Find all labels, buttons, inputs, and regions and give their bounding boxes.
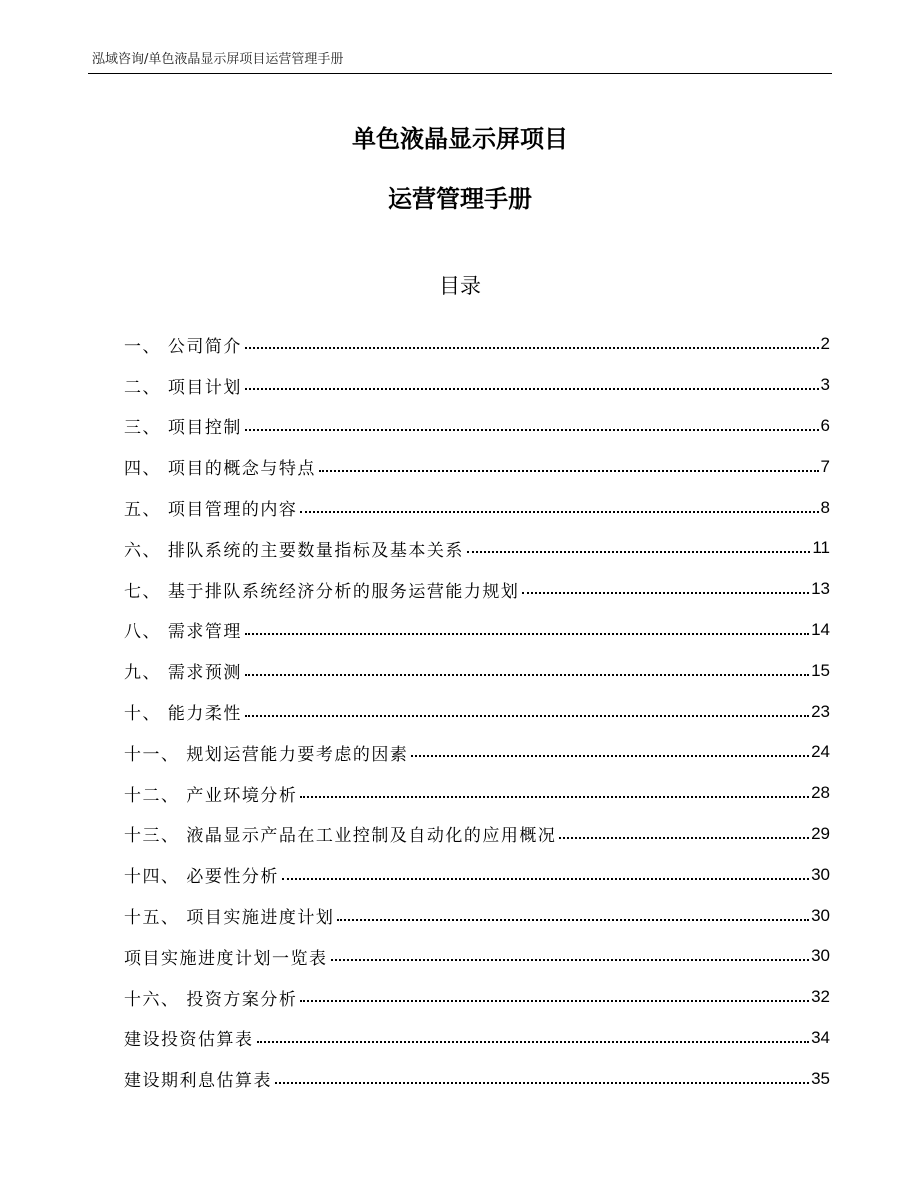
toc-dot-leader (337, 919, 809, 921)
toc-entry-label: 二、 项目计划 (124, 377, 242, 398)
toc-dot-leader (245, 715, 809, 717)
toc-page-number: 32 (811, 987, 830, 1007)
toc-page-number: 7 (820, 456, 830, 476)
toc-entry[interactable] (124, 1018, 830, 1059)
toc-dot-leader (300, 511, 818, 513)
toc-page-number: 34 (811, 1027, 830, 1047)
toc-entry-label: 九、 需求预测 (124, 663, 242, 684)
toc-entry[interactable] (124, 854, 830, 895)
toc-dot-leader (411, 755, 809, 757)
toc-entry-label: 十六、 投资方案分析 (124, 989, 298, 1010)
toc-entry[interactable] (124, 610, 830, 651)
toc-entry[interactable] (124, 406, 830, 447)
toc-entry[interactable] (124, 487, 830, 528)
toc-entry-label: 十四、 必要性分析 (124, 867, 279, 888)
header-divider (88, 73, 832, 74)
toc-entry[interactable] (124, 732, 830, 773)
toc-dot-leader (282, 878, 809, 880)
toc-page-number: 3 (820, 375, 830, 395)
toc-page-number: 11 (812, 538, 830, 558)
running-header: 泓域咨询/单色液晶显示屏项目运营管理手册 (92, 52, 344, 67)
toc-page-number: 30 (811, 946, 830, 966)
toc-page-number: 15 (811, 660, 830, 680)
toc-entry[interactable] (124, 569, 830, 610)
toc-entry-label: 四、 项目的概念与特点 (124, 459, 316, 480)
toc-entry[interactable] (124, 936, 830, 977)
toc-dot-leader (522, 592, 809, 594)
document-subtitle: 运营管理手册 (388, 185, 532, 213)
toc-page-number: 13 (811, 579, 830, 599)
toc-page-number: 28 (811, 783, 830, 803)
toc-dot-leader (257, 1041, 810, 1043)
toc-entry-label: 七、 基于排队系统经济分析的服务运营能力规划 (124, 581, 520, 602)
toc-dot-leader (300, 796, 809, 798)
toc-entry-label: 建设期利息估算表 (124, 1071, 272, 1092)
toc-page-number: 30 (811, 864, 830, 884)
toc-entry-label: 五、 项目管理的内容 (124, 500, 298, 521)
toc-entry[interactable] (124, 977, 830, 1018)
toc-entry-label: 建设投资估算表 (124, 1030, 254, 1051)
toc-entry[interactable] (124, 650, 830, 691)
toc-entry[interactable] (124, 773, 830, 814)
toc-page-number: 29 (811, 823, 830, 843)
toc-entry-label: 一、 公司简介 (124, 336, 242, 357)
toc-entry[interactable] (124, 365, 830, 406)
toc-entry[interactable] (124, 324, 830, 365)
toc-entry-label: 六、 排队系统的主要数量指标及基本关系 (124, 540, 464, 561)
toc-entry[interactable] (124, 528, 830, 569)
document-title: 单色液晶显示屏项目 (352, 125, 568, 153)
toc-entry-label: 十三、 液晶显示产品在工业控制及自动化的应用概况 (124, 826, 557, 847)
table-of-contents (124, 324, 830, 1099)
toc-entry-label: 十五、 项目实施进度计划 (124, 908, 335, 929)
toc-page-number: 35 (811, 1068, 830, 1088)
toc-dot-leader (245, 429, 819, 431)
toc-page-number: 6 (820, 415, 830, 435)
toc-dot-leader (559, 837, 809, 839)
toc-entry-label: 十二、 产业环境分析 (124, 785, 298, 806)
toc-entry-label: 三、 项目控制 (124, 418, 242, 439)
toc-page-number: 24 (811, 742, 830, 762)
toc-dot-leader (300, 1000, 809, 1002)
toc-page-number: 8 (820, 497, 830, 517)
toc-entry[interactable] (124, 1058, 830, 1099)
toc-page-number: 23 (811, 701, 830, 721)
toc-page-number: 30 (811, 905, 830, 925)
toc-dot-leader (319, 470, 819, 472)
toc-dot-leader (245, 388, 819, 390)
toc-dot-leader (245, 674, 809, 676)
toc-entry[interactable] (124, 691, 830, 732)
toc-page-number: 2 (820, 334, 830, 354)
toc-entry[interactable] (124, 895, 830, 936)
toc-dot-leader (245, 347, 819, 349)
toc-page-number: 14 (811, 619, 830, 639)
toc-heading: 目录 (439, 274, 481, 298)
toc-entry-label: 十一、 规划运营能力要考虑的因素 (124, 744, 409, 765)
toc-dot-leader (331, 959, 810, 961)
toc-dot-leader (275, 1082, 809, 1084)
toc-entry-label: 项目实施进度计划一览表 (124, 948, 328, 969)
toc-entry-label: 十、 能力柔性 (124, 704, 242, 725)
toc-dot-leader (245, 633, 809, 635)
toc-entry-label: 八、 需求管理 (124, 622, 242, 643)
toc-entry[interactable] (124, 814, 830, 855)
toc-entry[interactable] (124, 446, 830, 487)
toc-dot-leader (467, 551, 810, 553)
